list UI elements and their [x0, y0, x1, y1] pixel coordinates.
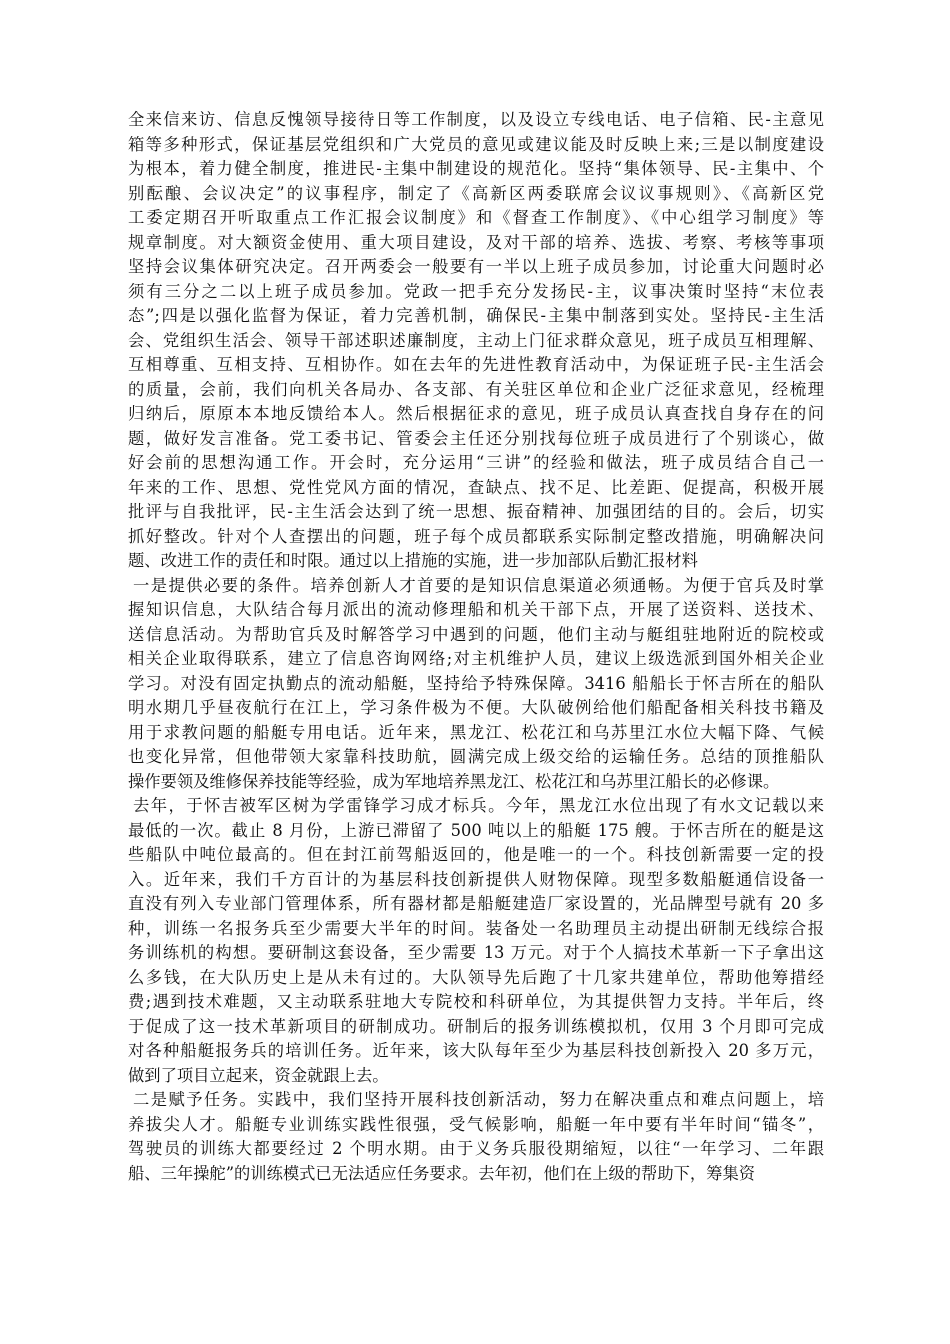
text-line: 也变化异常，但他带领大家靠科技助航，圆满完成上级交给的运输任务。总结的顶推船队 — [128, 747, 824, 766]
text-line: 的质量，会前，我们向机关各局办、各支部、有关驻区单位和企业广泛征求意见，经梳理 — [128, 379, 824, 399]
text-line: 握知识信息，大队结合每月派出的流动修理船和机关干部下点，开展了送资料、送技术、 — [128, 600, 824, 619]
text-line: 抓好整改。针对个人查摆出的问题，班子每个成员都联系实际制定整改措施，明确解决问 — [128, 526, 824, 546]
text-line: 送信息活动。为帮助官兵及时解答学习中遇到的问题，他们主动与艇组驻地附近的院校或 — [128, 624, 824, 644]
document-page — [128, 108, 824, 1186]
text-line: 操作要领及维修保养技能等经验，成为军地培养黑龙江、松花江和乌苏里江船长的必修课。 — [128, 771, 780, 791]
text-line: 须有三分之二以上班子成员参加。党政一把手充分发扬民-主，议事决策时坚持“末位表 — [128, 281, 824, 301]
text-line: 直没有列入专业部门管理体系，所有器材都是船艇建造厂家设置的，光品牌型号就有 20 多 — [128, 894, 824, 913]
text-line: 题、改进工作的责任和时限。通过以上措施的实施，进一步加部队后勤汇报材料 — [128, 551, 698, 570]
text-line: 么多钱，在大队历史上是从未有过的。大队领导先后跑了十几家共建单位，帮助他筹措经 — [128, 967, 824, 987]
text-line: 船、三年操舵”的训练模式已无法适应任务要求。去年初，他们在上级的帮助下，筹集资 — [128, 1163, 756, 1183]
text-line: 对各种船艇报务兵的培训任务。近年来，该大队每年至少为基层科技创新投入 20 多万元， — [128, 1041, 824, 1060]
text-line: 批评与自我批评，民-主生活会达到了统一思想、振奋精神、加强团结的目的。会后，切实 — [128, 502, 824, 521]
text-line: 年来的工作、思想、党性党风方面的情况，查缺点、找不足、比差距、促提高，积极开展 — [128, 477, 824, 497]
text-line: 驾驶员的训练大都要经过 2 个明水期。由于义务兵服役期缩短，以往“一年学习、二年跟 — [128, 1139, 824, 1158]
text-line: 去年，于怀吉被军区树为学雷锋学习成才标兵。今年，黑龙江水位出现了有水文记载以来 — [133, 796, 824, 815]
text-line: 用于求教问题的船艇专用电话。近年来，黑龙江、松花江和乌苏里江水位大幅下降、气候 — [128, 722, 824, 742]
text-line: 费;遇到技术难题，又主动联系驻地大专院校和科研单位，为其提供智力支持。半年后，终 — [128, 992, 824, 1011]
text-line: 种，训练一名报务兵至少需要大半年的时间。装备处一名助理员主动提出研制无线综合报 — [128, 918, 824, 938]
text-line: 学习。对没有固定执勤点的流动船艇，坚持给予特殊保障。3416 船船长于怀吉所在的船队 — [128, 673, 824, 693]
text-line: 入。近年来，我们千方百计的为基层科技创新提供人财物保障。现型多数船艇通信设备一 — [128, 869, 824, 889]
text-line: 做到了项目立起来，资金就跟上去。 — [128, 1065, 389, 1085]
text-line: 态”;四是以强化监督为保证，着力完善机制，确保民-主集中制落到实处。坚持民-主生活 — [128, 306, 824, 325]
text-line: 为根本，着力健全制度，推进民-主集中制建设的规范化。坚持“集体领导、民-主集中、个 — [128, 159, 824, 178]
paragraph — [128, 794, 824, 1088]
text-line: 题，做好发言准备。党工委书记、管委会主任还分别找每位班子成员进行了个别谈心，做 — [128, 428, 824, 448]
text-line: 工委定期召开听取重点工作汇报会议制度》和《督查工作制度》、《中心组学习制度》等 — [128, 208, 824, 227]
text-line: 于促成了这一技术革新项目的研制成功。研制后的报务训练模拟机，仅用 3 个月即可完成 — [128, 1016, 824, 1036]
paragraph — [128, 574, 824, 795]
text-line: 养拔尖人才。船艇专业训练实践性很强，受气候影响，船艇一年中要有半年时间“锚冬”， — [128, 1114, 824, 1134]
text-line: 坚持会议集体研究决定。召开两委会一般要有一半以上班子成员参加，讨论重大问题时必 — [128, 257, 824, 276]
text-line: 归纳后，原原本本地反馈给本人。然后根据征求的意见，班子成员认真查找自身存在的问 — [128, 404, 824, 423]
text-line: 最低的一次。截止 8 月份，上游已滞留了 500 吨以上的船艇 175 艘。于怀吉所在的艇是这 — [128, 820, 824, 840]
text-line: 全来信来访、信息反愧领导接待日等工作制度，以及设立专线电话、电子信箱、民-主意见 — [128, 110, 824, 129]
text-line: 箱等多种形式，保证基层党组织和广大党员的意见或建议能及时反映上来;三是以制度建设 — [128, 134, 824, 154]
text-line: 明水期几乎昼夜航行在江上，学习条件极为不便。大队破例给他们船配备相关科技书籍及 — [128, 698, 824, 717]
text-line: 会、党组织生活会、领导干部述职述廉制度，主动上门征求群众意见，班子成员互相理解、 — [128, 330, 824, 350]
paragraph — [128, 108, 824, 574]
text-line: 一是提供必要的条件。培养创新人才首要的是知识信息渠道必须通畅。为便于官兵及时掌 — [133, 575, 824, 595]
text-line: 二是赋予任务。实践中，我们坚持开展科技创新活动，努力在解决重点和难点问题上，培 — [133, 1090, 824, 1109]
text-line: 别酝酿、会议决定”的议事程序，制定了《高新区两委联席会议议事规则》、《高新区党 — [128, 183, 824, 203]
text-line: 规章制度。对大额资金使用、重大项目建设，及对干部的培养、选拔、考察、考核等事项 — [128, 232, 824, 252]
text-line: 相关企业取得联系，建立了信息咨询网络;对主机维护人员，建议上级选派到国外相关企业 — [128, 649, 824, 668]
paragraph — [128, 1088, 824, 1186]
text-line: 些船队中吨位最高的。但在封江前驾船返回的，他是唯一的一个。科技创新需要一定的投 — [128, 845, 824, 864]
text-line: 互相尊重、互相支持、互相协作。如在去年的先进性教育活动中，为保证班子民-主生活会 — [128, 355, 824, 374]
text-line: 务训练机的构想。要研制这套设备，至少需要 13 万元。对于个人搞技术革新一下子拿出这 — [128, 943, 824, 962]
text-line: 好会前的思想沟通工作。开会时，充分运用“三讲”的经验和做法，班子成员结合自己一 — [128, 453, 824, 472]
